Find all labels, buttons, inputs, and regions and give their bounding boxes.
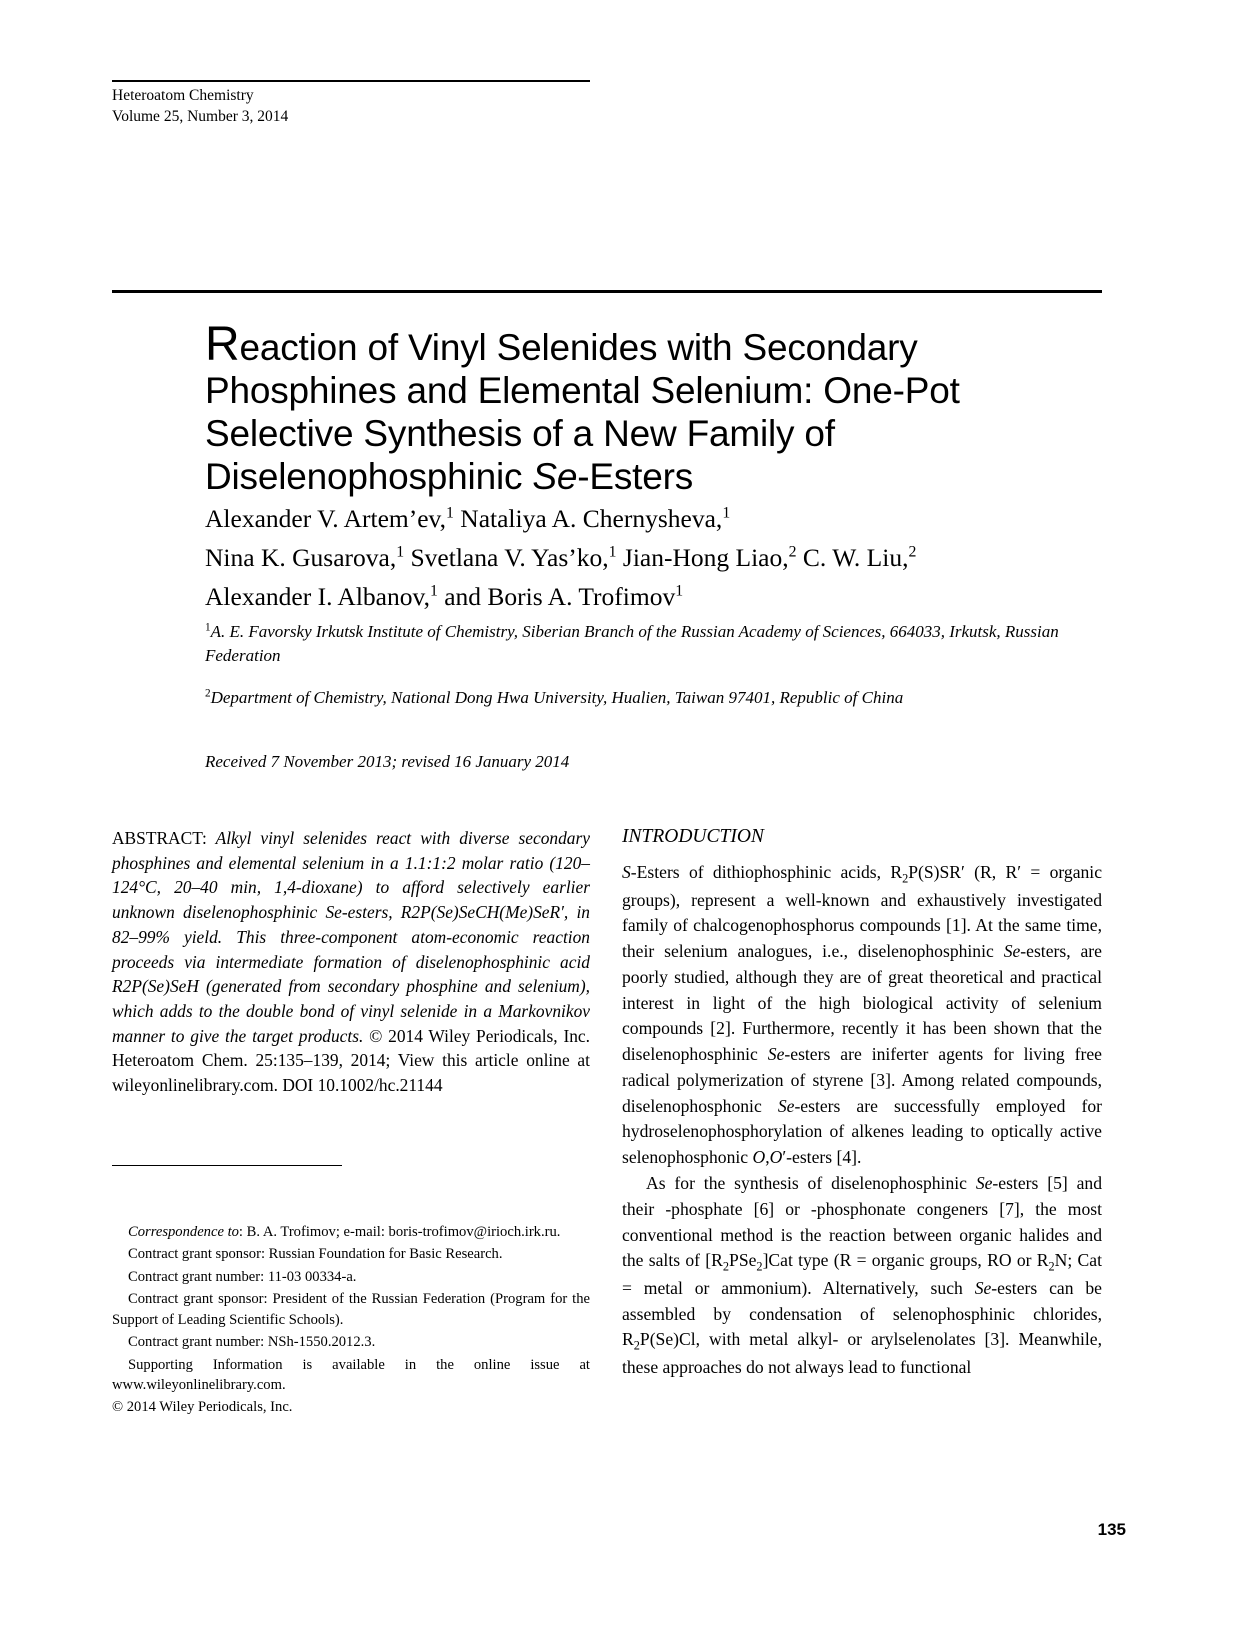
footnote-grant-sponsor-2: Contract grant sponsor: President of the Russian Federation (Program for the Support of Leading Scientific Schools). [112, 1291, 590, 1328]
journal-name: Heteroatom Chemistry [112, 87, 254, 104]
page-title [205, 317, 1105, 499]
right-column [622, 826, 1102, 1381]
author-line-3: Alexander I. Albanov,$^1$ and Boris A. Trofimov$^1$ [205, 581, 684, 611]
abstract-label: ABSTRACT: [112, 828, 207, 848]
journal-issue: Volume 25, Number 3, 2014 [112, 107, 289, 125]
footnote-copyright: © 2014 Wiley Periodicals, Inc. [112, 1399, 293, 1416]
title-line-4-italic: Se [532, 455, 578, 497]
author-list [205, 500, 1105, 616]
section-heading-introduction: INTRODUCTION [622, 826, 764, 847]
footnote-correspondence: Correspondence to: B. A. Trofimov; e-mail: boris-trofimov@irioch.irk.ru. [128, 1224, 561, 1240]
page-number: 135 [1097, 1520, 1126, 1539]
footnote-grant-sponsor-1: Contract grant sponsor: Russian Foundation for Basic Research. [128, 1246, 503, 1263]
title-line-3: Selective Synthesis of a New Family of [205, 412, 835, 454]
author-line-1: Alexander V. Artem’ev,$^1$ Nataliya A. Chernysheva,$^1$ [205, 504, 731, 533]
title-dropcap: R [205, 317, 240, 371]
left-column [112, 826, 590, 1098]
affiliation-1: $^1$A. E. Favorsky Irkutsk Institute of Chemistry, Siberian Branch of the Russian Academy of Sciences, 664033, Irkutsk, Russian Federation [205, 621, 1059, 666]
abstract-text: Alkyl vinyl selenides react with diverse secondary phosphines and elemental selenium in a 1.1:1:2 molar ratio (120–124°C, 20–40 min, 1,4-dioxane) to afford selectively earlier unknown diselenophosphinic Se-esters, R2P(Se)SeCH(Me)SeR′, in 82–99% yield. This three-component atom-economic reaction proceeds via intermediate formation of diselenophosphinic acid R2P(Se)SeH (generated from secondary phosphine and selenium), which adds to the double bond of vinyl selenide in a Markovnikov manner to give the target products. [112, 828, 590, 1046]
affiliation-2-text: Department of Chemistry, National Dong Hwa University, Hualien, Taiwan 97401, Republic of China [210, 688, 904, 708]
title-rule [112, 290, 1102, 293]
journal-header [112, 86, 632, 128]
title-line-2: Phosphines and Elemental Selenium: One-Pot [205, 369, 960, 411]
title-line-4-post: -Esters [577, 455, 693, 497]
footnote-grant-number-2: Contract grant number: NSh-1550.2012.3. [128, 1334, 376, 1351]
intro-paragraph-1: S-Esters of dithiophosphinic acids, $R_2P(S)SR'$ (R, R′ = organic groups), represent a well-known and exhaustively investigated family of chalcogenophosphorus compounds [1]. At the same time, their selenium analogues, i.e., diselenophosphinic Se-esters, are poorly studied, although they are of great theoretical and practical interest in light of the high biological activity of selenium compounds [2]. Furthermore, recently it has been shown that the diselenophosphinic Se-esters are iniferter agents for living free radical polymerization of styrene [3]. Among related compounds, diselenophosphonic Se-esters are successfully employed for hydroselenophosphorylation of alkenes leading to optically active selenophosphonic O,O′-esters [4]. [622, 862, 1103, 1168]
affiliation-2: $^2$Department of Chemistry, National Dong Hwa University, Hualien, Taiwan 97401, Republic of China [205, 687, 904, 708]
affiliation-1-text: A. E. Favorsky Irkutsk Institute of Chemistry, Siberian Branch of the Russian Academy of Sciences, 664033, Irkutsk, Russian Federation [205, 622, 1059, 666]
affiliations [205, 620, 1085, 728]
title-line-1: eaction of Vinyl Selenides with Secondary [239, 326, 918, 368]
title-line-4-pre: Diselenophosphinic [205, 455, 533, 497]
abstract-copyright: © 2014 Wiley Periodicals, Inc. Heteroatom Chem. 25:135–139, 2014; View this article online at wileyonlinelibrary.com. DOI 10.1002/hc.21144 [112, 1025, 591, 1096]
author-line-2: Nina K. Gusarova,$^1$ Svetlana V. Yas’ko,$^1$ Jian-Hong Liao,$^2$ C. W. Liu,$^2$ [205, 542, 917, 572]
received-date: Received 7 November 2013; revised 16 January 2014 [205, 752, 570, 771]
footnote-rule [112, 1165, 342, 1166]
introduction-body [622, 860, 1102, 1381]
footnotes [112, 1222, 590, 1420]
abstract [112, 826, 590, 1098]
intro-paragraph-2: As for the synthesis of diselenophosphinic Se-esters [5] and their -phosphate [6] or -phosphonate congeners [7], the most conventional method is the reaction between organic halides and the salts of $[R_2PSe_2]Cat$ type (R = organic groups, RO or $R_2N$; Cat = metal or ammonium). Alternatively, such Se-esters can be assembled by condensation of selenophosphinic chlorides, $R_2P(Se)Cl$, with metal alkyl- or arylselenolates [3]. Meanwhile, these approaches do not always lead to functional [622, 1172, 1102, 1377]
footnote-supporting-info: Supporting Information is available in the online issue at www.wileyonlinelibrary.com. [112, 1356, 590, 1393]
footnote-grant-number-1: Contract grant number: 11-03 00334-a. [128, 1268, 357, 1285]
journal-header-rule [112, 80, 590, 82]
